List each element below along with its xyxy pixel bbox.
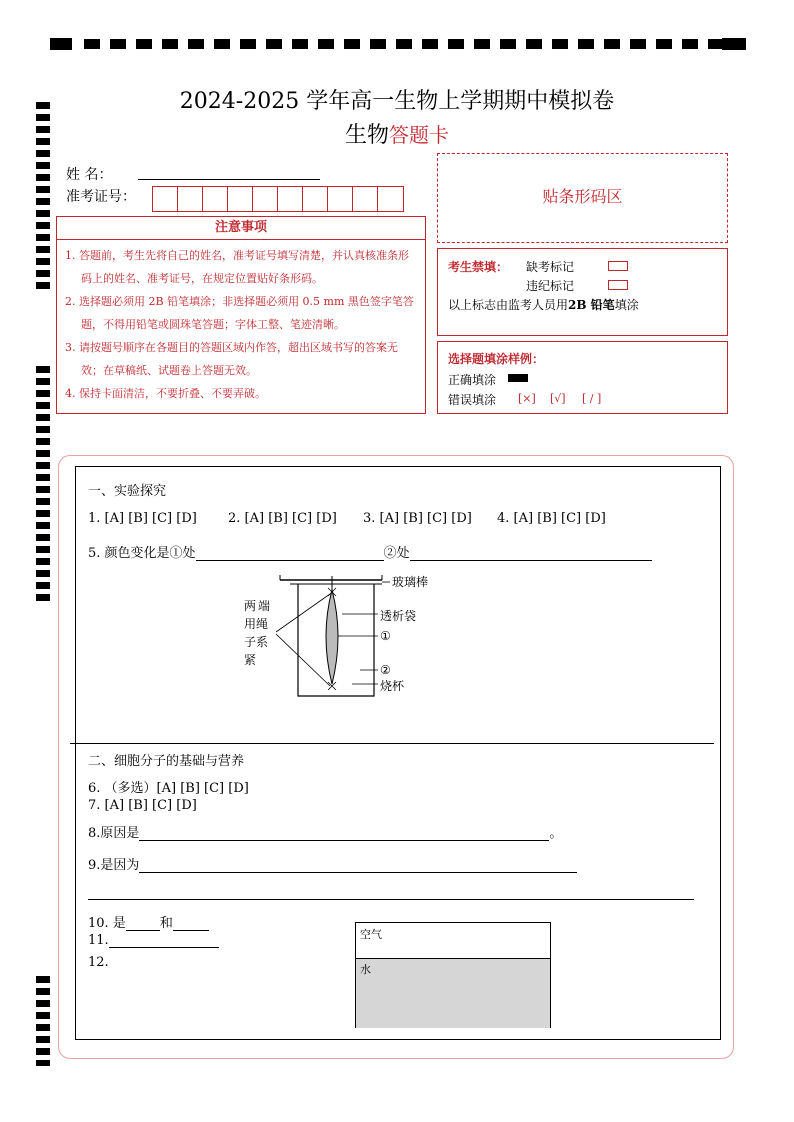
section1-title: 一、实验探究 [88,484,167,499]
id-cell[interactable] [328,187,353,211]
water-label: 水 [360,963,371,976]
correct-fill-mark [508,374,528,382]
q11-line [88,933,219,948]
fill-sample-heading: 选择题填涂样例： [448,352,545,366]
dialysis-diagram [240,572,430,702]
id-cell[interactable] [378,187,403,211]
q10-middle: 和 [159,916,173,931]
air-water-box[interactable] [355,922,551,1028]
barcode-area[interactable]: 贴条形码区 [437,153,728,243]
id-cell[interactable] [353,187,378,211]
id-cell[interactable] [278,187,303,211]
exam-id-boxes[interactable] [152,186,404,212]
subject-name: 生物 [344,123,389,148]
id-cell[interactable] [253,187,278,211]
notice-box [56,216,426,414]
notice-item: 1. 答题前，考生先将自己的姓名，准考证号填写清楚，并认真核准条形码上的姓名、准考证号，在规定位置贴好条形码。 [65,249,409,285]
q8-blank[interactable] [139,840,549,841]
correct-fill-label: 正确填涂 [448,373,497,387]
choice-q1[interactable]: 1. [A] [B] [C] [D] [88,511,197,526]
tie-label: 两 [244,599,257,613]
section2-title: 二、细胞分子的基础与营养 [88,754,245,769]
note-bold: 2B 铅笔 [568,298,615,312]
id-cell[interactable] [178,187,203,211]
card-label: 答题卡 [389,123,449,147]
exam-title: 2024-2025 学年高一生物上学期期中模拟卷 [179,89,615,114]
q5-line [88,542,652,561]
q10-line [88,912,209,931]
absent-label: 缺考标记 [526,260,575,274]
label-two: ② [380,663,391,677]
q8-end: 。 [549,826,563,841]
q5-blank-2[interactable] [410,560,652,561]
q12-label: 12. [88,955,109,970]
tie-label: 端 [258,599,271,613]
q10-prefix: 10. 是 [88,916,126,931]
label-beaker: 烧杯 [380,679,405,693]
name-label: 姓 名： [66,167,113,183]
forbidden-heading: 考生禁填： [448,260,509,274]
choice-q3[interactable]: 3. [A] [B] [C] [D] [363,511,472,526]
tie-label: 用绳 [244,617,269,631]
note-pre: 以上标志由监考人员用 [448,298,569,312]
wrong-mark: [ / ] [582,392,602,405]
name-field[interactable] [138,178,320,180]
q11-blank[interactable] [109,947,219,948]
q8-line [88,822,562,841]
q9-blank[interactable] [139,872,577,873]
forbidden-box [437,248,728,336]
subject-title [0,118,794,149]
water-layer [356,958,550,1028]
air-label: 空气 [360,928,382,941]
q9-prefix: 9.是因为 [88,858,140,873]
id-label: 准考证号： [66,189,136,205]
label-one: ① [380,629,391,643]
tie-label: 子系 [244,635,269,649]
id-cell[interactable] [228,187,253,211]
q5-blank-1[interactable] [196,560,384,561]
dialysis-bag [326,590,338,684]
left-timing-marks-middle [36,366,50,602]
label-rod: 玻璃棒 [392,575,429,589]
tie-label: 紧 [244,653,257,667]
fill-sample-box [437,341,728,414]
notice-item: 3. 请按题号顺序在各题目的答题区域内作答，超出区域书写的答案无效；在草稿纸、试题卷上答题无效。 [65,341,398,377]
id-cell[interactable] [203,187,228,211]
absent-mark-box[interactable] [608,261,628,271]
top-timing-marks [50,38,746,52]
notice-item: 2. 选择题必须用 2B 铅笔填涂；非选择题必须用 0.5 mm 黑色签字笔答题，不得用铅笔或圆珠笔答题；字体工整、笔迹清晰。 [65,295,414,331]
wrong-mark: [×] [518,392,536,405]
notice-item: 4. 保持卡面清洁，不要折叠、不要弄破。 [65,387,266,400]
choice-q2[interactable]: 2. [A] [B] [C] [D] [228,511,337,526]
choice-q7[interactable]: 7. [A] [B] [C] [D] [88,798,197,813]
q9-continuation-line[interactable] [88,899,694,900]
q5-middle: ②处 [383,546,410,561]
choice-q6[interactable]: 6. （多选）[A] [B] [C] [D] [88,781,249,796]
section-divider [70,743,714,744]
label-bag: 透析袋 [380,609,417,623]
choice-q4[interactable]: 4. [A] [B] [C] [D] [497,511,606,526]
id-cell[interactable] [153,187,178,211]
note-post: 填涂 [614,298,639,312]
wrong-mark: [√] [550,392,566,405]
id-cell[interactable] [303,187,328,211]
q11-prefix: 11. [88,933,109,948]
q8-prefix: 8.原因是 [88,826,140,841]
q10-blank-2[interactable] [173,930,209,931]
q5-prefix: 5. 颜色变化是①处 [88,546,196,561]
q9-line [88,854,577,873]
violation-mark-box[interactable] [608,280,628,290]
left-timing-marks-bottom [36,976,50,1066]
notice-heading: 注意事项 [57,217,425,240]
violation-label: 违纪标记 [526,279,575,293]
q10-blank-1[interactable] [126,930,160,931]
forbidden-note [448,296,639,313]
wrong-fill-label: 错误填涂 [448,393,497,407]
